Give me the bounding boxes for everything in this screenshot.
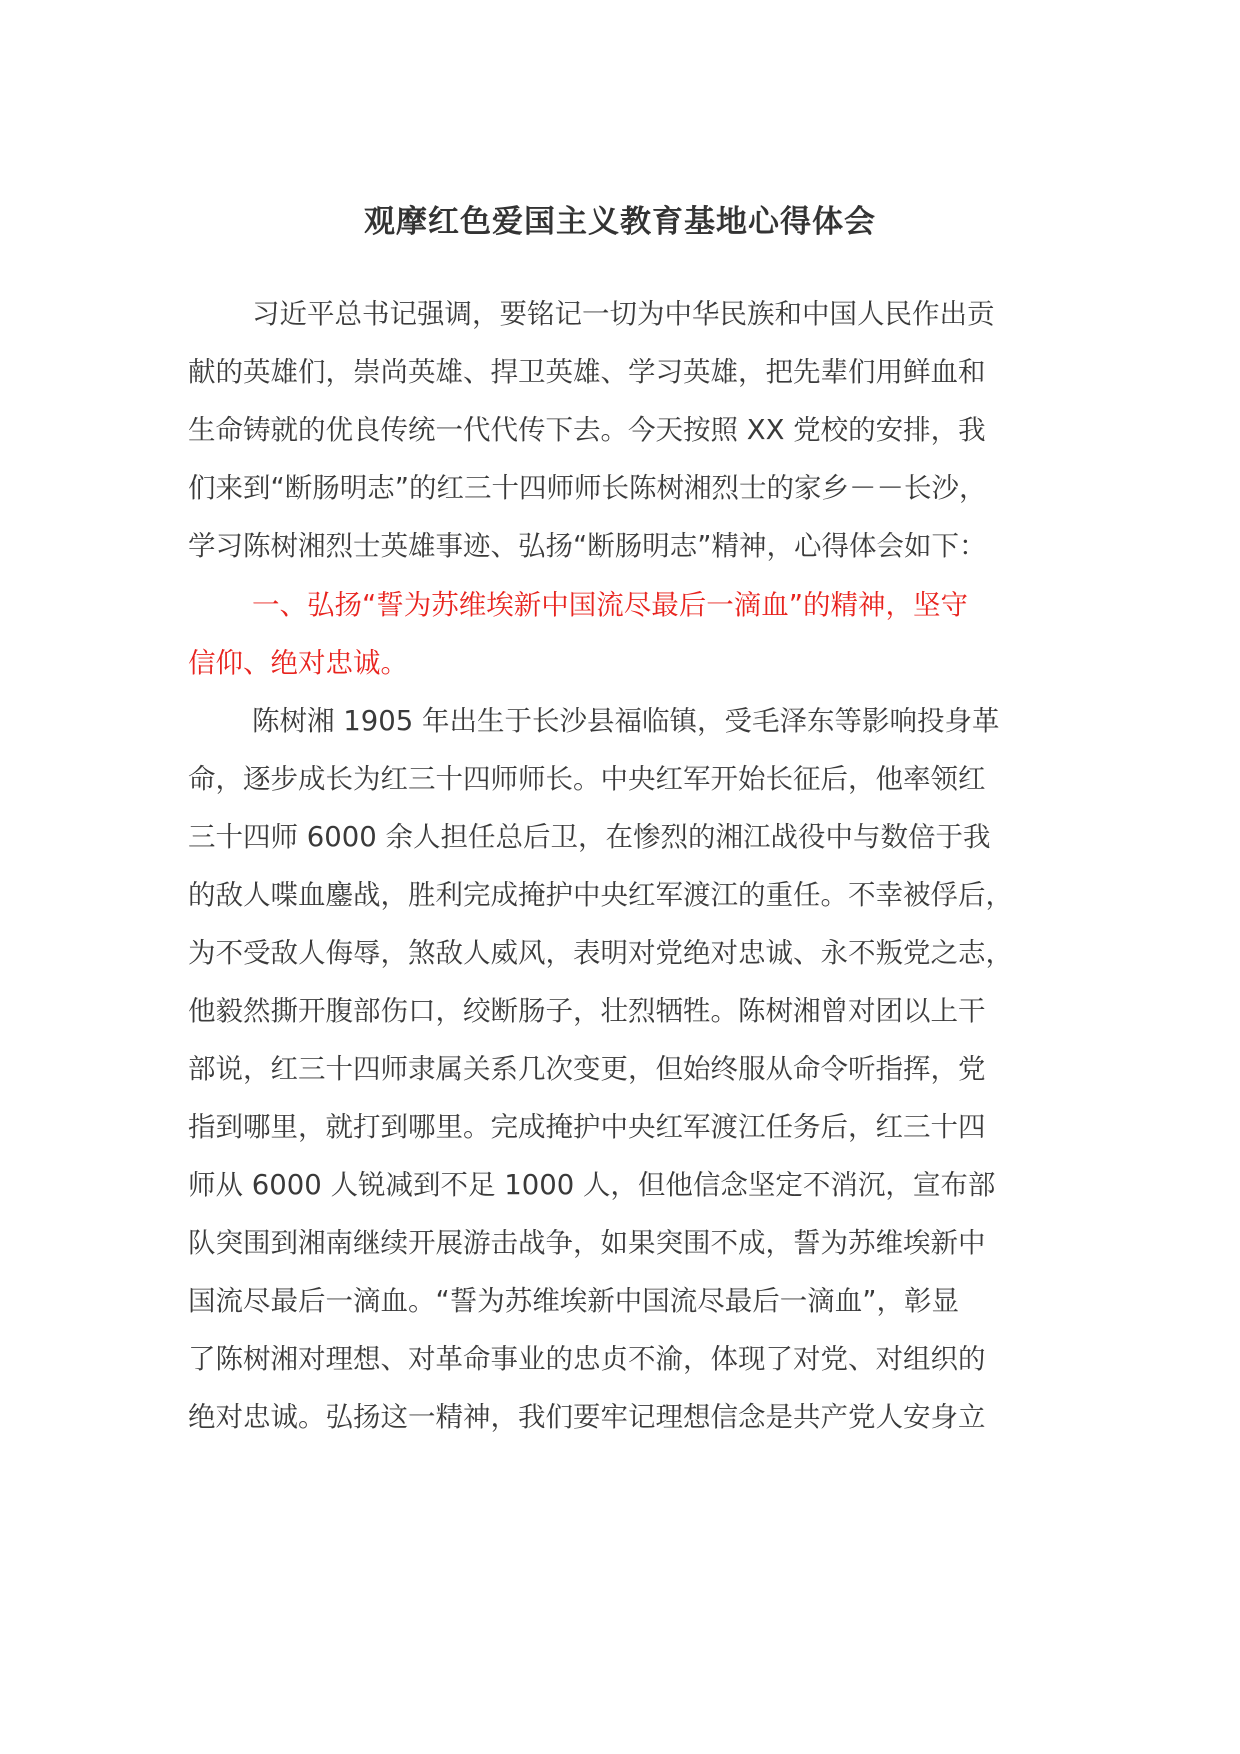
paragraph-1-line-3: 生命铸就的优良传统一代代传下去。今天按照 XX 党校的安排，我 <box>188 414 986 446</box>
paragraph-2-line-1: 陈树湘 1905 年出生于长沙县福临镇，受毛泽东等影响投身革 <box>252 705 1000 737</box>
paragraph-2-line-2: 命，逐步成长为红三十四师师长。中央红军开始长征后，他率领红 <box>188 763 986 795</box>
paragraph-2-line-8: 指到哪里，就打到哪里。完成掩护中央红军渡江任务后，红三十四 <box>188 1111 986 1143</box>
paragraph-2-line-5: 为不受敌人侮辱，煞敌人威风，表明对党绝对忠诚、永不叛党之志， <box>188 937 1013 969</box>
paragraph-2-line-12: 了陈树湘对理想、对革命事业的忠贞不渝，体现了对党、对组织的 <box>188 1343 986 1375</box>
paragraph-1-line-2: 献的英雄们，崇尚英雄、捍卫英雄、学习英雄，把先辈们用鲜血和 <box>188 356 986 388</box>
paragraph-2-line-6: 他毅然撕开腹部伤口，绞断肠子，壮烈牺牲。陈树湘曾对团以上干 <box>188 995 986 1027</box>
paragraph-2-line-9: 师从 6000 人锐减到不足 1000 人，但他信念坚定不消沉，宣布部 <box>188 1169 996 1201</box>
paragraph-1-line-5: 学习陈树湘烈士英雄事迹、弘扬“断肠明志”精神，心得体会如下： <box>188 530 987 562</box>
page-title: 观摩红色爱国主义教育基地心得体会 <box>364 204 876 240</box>
paragraph-2-line-10: 队突围到湘南继续开展游击战争，如果突围不成，誓为苏维埃新中 <box>188 1227 986 1259</box>
section-heading-line-2: 信仰、绝对忠诚。 <box>188 647 408 679</box>
paragraph-2-line-11: 国流尽最后一滴血。“誓为苏维埃新中国流尽最后一滴血”，彰显 <box>188 1285 959 1317</box>
paragraph-2-line-7: 部说，红三十四师隶属关系几次变更，但始终服从命令听指挥，党 <box>188 1053 986 1085</box>
paragraph-2-line-13: 绝对忠诚。弘扬这一精神，我们要牢记理想信念是共产党人安身立 <box>188 1401 986 1433</box>
paragraph-2-line-3: 三十四师 6000 余人担任总后卫，在惨烈的湘江战役中与数倍于我 <box>188 821 991 853</box>
paragraph-2-line-4: 的敌人喋血鏖战，胜利完成掩护中央红军渡江的重任。不幸被俘后， <box>188 879 1013 911</box>
paragraph-1-line-4: 们来到“断肠明志”的红三十四师师长陈树湘烈士的家乡－－长沙， <box>188 472 987 504</box>
section-heading-line-1: 一、弘扬“誓为苏维埃新中国流尽最后一滴血”的精神，坚守 <box>252 589 968 621</box>
paragraph-1-line-1: 习近平总书记强调，要铭记一切为中华民族和中国人民作出贡 <box>252 298 995 330</box>
